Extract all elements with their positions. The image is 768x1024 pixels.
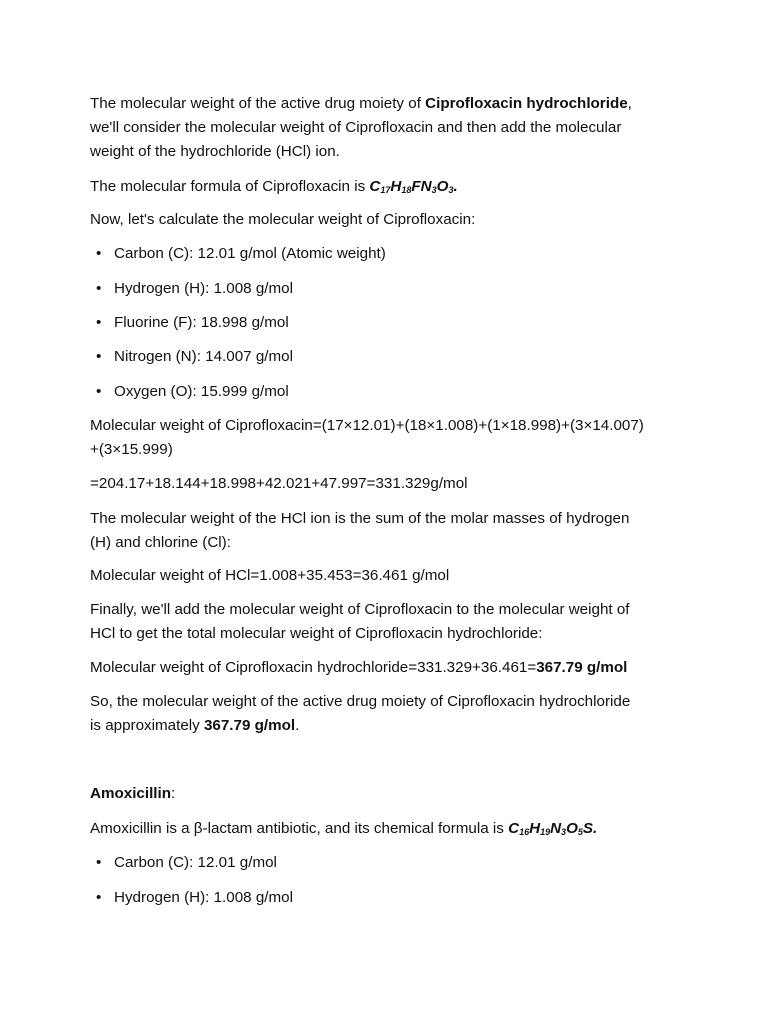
amoxicillin-sentence: Amoxicillin is a β-lactam antibiotic, and its chemical formula is $C_{16}H_{19}N_3O_5S$.	[90, 820, 598, 837]
list-item: • Oxygen (O): 15.999 g/mol	[114, 380, 289, 404]
hcl-explanation: The molecular weight of the HCl ion is the sum of the molar masses of hydrogen (H) and chlorine (Cl):	[90, 510, 630, 551]
amox-formula: $C_{16}H_{19}N_3O_5S$.	[508, 820, 598, 837]
list-item: • Carbon (C): 12.01 g/mol (Atomic weight)	[114, 242, 386, 266]
finally-paragraph: Finally, we'll add the molecular weight of Ciprofloxacin to the molecular weight of HCl to get the total molecular weight of Ciprofloxacin hydrochloride:	[90, 601, 630, 642]
amoxicillin-heading: Amoxicillin:	[90, 785, 176, 802]
bullet-icon: •	[96, 348, 102, 365]
list-item: • Nitrogen (N): 14.007 g/mol	[114, 345, 293, 369]
bullet-icon: •	[96, 889, 102, 906]
list-item: • Hydrogen (H): 1.008 g/mol	[114, 886, 293, 910]
bullet-icon: •	[96, 245, 102, 262]
conclusion-value: 367.79 g/mol	[203, 717, 296, 734]
mw-hcl-equation: Molecular weight of HCl=1.008+35.453=36.461 g/mol	[90, 567, 450, 584]
bullet-icon: •	[96, 854, 102, 871]
intro-line-3: weight of the hydrochloride (HCl) ion.	[90, 143, 340, 160]
mw-total-equation: Molecular weight of Ciprofloxacin hydrochloride=331.329+36.461=367.79 g/mol	[90, 659, 628, 676]
mw-total-value: 367.79 g/mol	[536, 659, 628, 676]
drug-name-bold: Ciprofloxacin hydrochloride	[425, 95, 628, 112]
calculation-intro: Now, let's calculate the molecular weight of Ciprofloxacin:	[90, 211, 476, 228]
list-item: • Hydrogen (H): 1.008 g/mol	[114, 277, 293, 301]
intro-line-2: we'll consider the molecular weight of Ciprofloxacin and then add the molecular	[90, 119, 622, 136]
list-item: • Fluorine (F): 18.998 g/mol	[114, 311, 289, 335]
cipro-formula: $C_{17}H_{18}FN_3O_3$.	[369, 178, 458, 195]
mw-cipro-equation: Molecular weight of Ciprofloxacin=(17×12.01)+(18×1.008)+(1×18.998)+(3×14.007) +(3×15.999)	[90, 417, 644, 458]
intro-line-1: The molecular weight of the active drug moiety of Ciprofloxacin hydrochloride,	[90, 95, 632, 112]
formula-sentence: The molecular formula of Ciprofloxacin is $C_{17}H_{18}FN_3O_3$.	[90, 178, 458, 195]
bullet-icon: •	[96, 314, 102, 331]
conclusion-paragraph: So, the molecular weight of the active drug moiety of Ciprofloxacin hydrochloride is approximately 367.79 g/mol.	[90, 693, 631, 734]
bullet-icon: •	[96, 383, 102, 400]
mw-cipro-result: =204.17+18.144+18.998+42.021+47.997=331.329g/mol	[90, 475, 468, 492]
intro-paragraph	[90, 92, 690, 164]
list-item: • Carbon (C): 12.01 g/mol	[114, 851, 277, 875]
bullet-icon: •	[96, 280, 102, 297]
